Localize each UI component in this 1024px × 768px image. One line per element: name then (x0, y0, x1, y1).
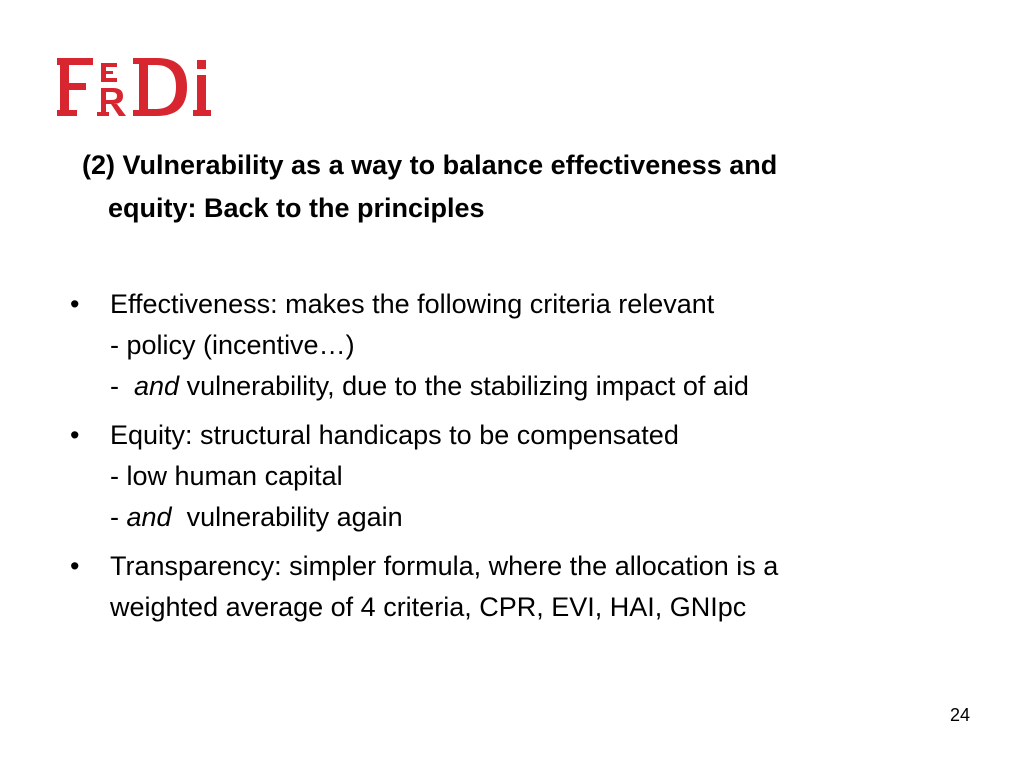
bullet-line: - policy (incentive…) (110, 330, 355, 360)
emphasis-text: and (134, 371, 180, 401)
bullet-line: - low human capital (110, 461, 343, 491)
bullet-line-prefix: - (110, 502, 127, 532)
bullet-line (110, 366, 1000, 407)
bullet-line-suffix: vulnerability again (171, 502, 403, 532)
bullet-marker: • (70, 551, 80, 581)
bullet-line: Effectiveness: makes the following criteria relevant (110, 289, 715, 319)
slide-title (82, 144, 982, 230)
bullet-line: Transparency: simpler formula, where the allocation is a (110, 551, 779, 581)
slide-title-line-1: (2) Vulnerability as a way to balance effectiveness and (82, 150, 778, 180)
bullet-marker: • (70, 420, 80, 450)
bullet-line: Equity: structural handicaps to be compensated (110, 420, 679, 450)
bullet-item-effectiveness (70, 284, 1000, 407)
bullet-line-suffix: vulnerability, due to the stabilizing impact of aid (179, 371, 749, 401)
bullet-item-equity (70, 415, 1000, 538)
bullet-line (110, 497, 1000, 538)
bullet-item-transparency (70, 546, 1000, 628)
slide-title-line-2: equity: Back to the principles (108, 193, 485, 223)
emphasis-text: and (126, 502, 172, 532)
page-number: 24 (949, 705, 970, 725)
bullet-line-prefix: - (110, 371, 134, 401)
bullet-line: weighted average of 4 criteria, CPR, EVI, HAI, GNIpc (110, 592, 747, 622)
ferdi-logo (57, 50, 222, 122)
bullet-marker: • (70, 289, 80, 319)
bullet-list (70, 284, 1000, 636)
